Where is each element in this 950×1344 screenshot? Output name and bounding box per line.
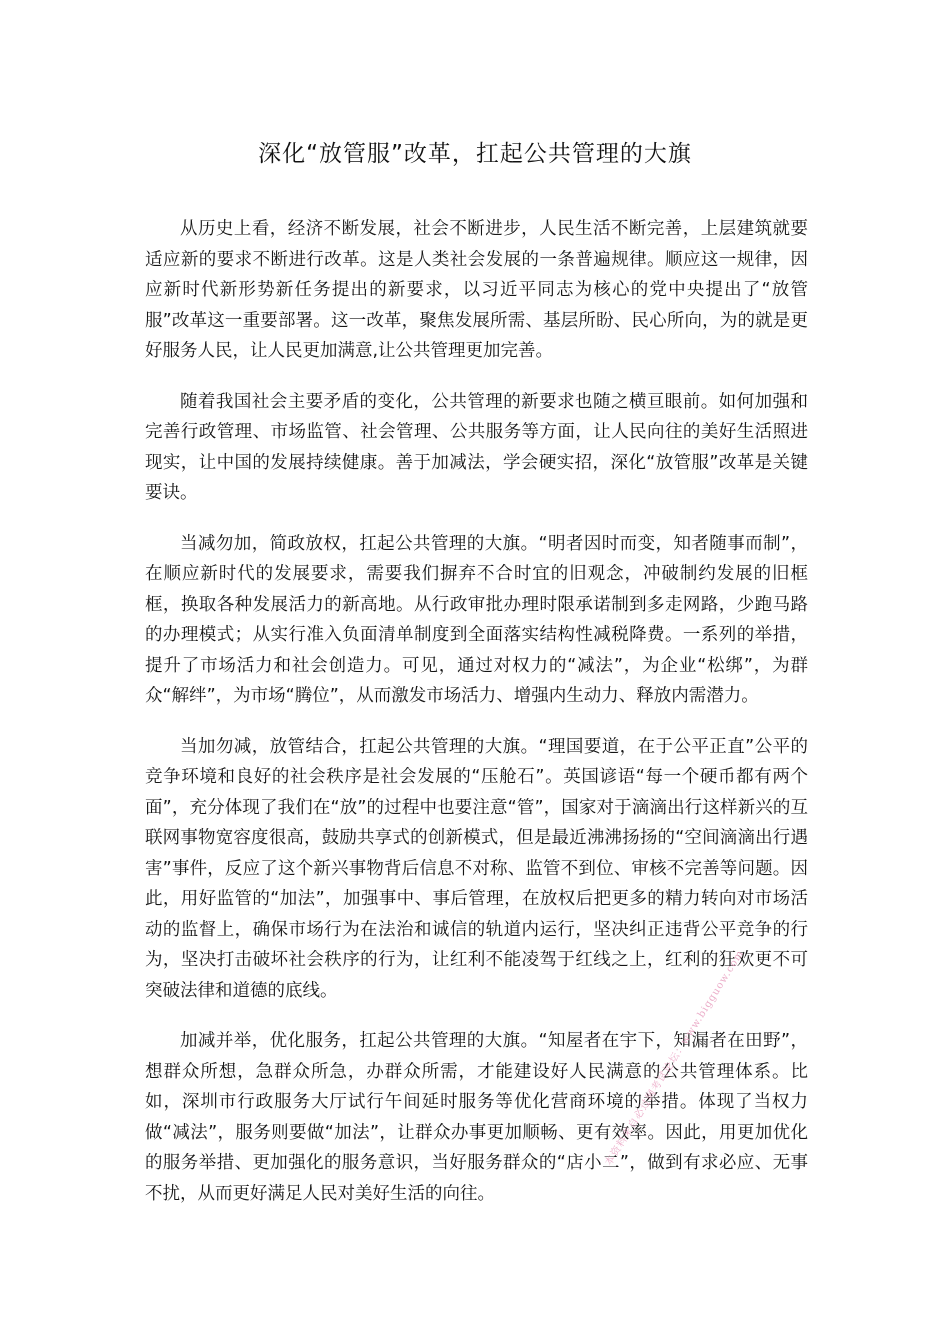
document-body	[145, 214, 808, 1229]
paragraph-1: 从历史上看，经济不断发展，社会不断进步，人民生活不断完善，上层建筑就要适应新的要求不断进行改革。这是人类社会发展的一条普遍规律。顺应这一规律，因应新时代新形势新任务提出的新要求，以习近平同志为核心的党中央提出了“放管服”改革这一重要部署。这一改革，聚焦发展所需、基层所盼、民心所向，为的就是更好服务人民，让人民更加满意,让公共管理更加完善。	[145, 219, 808, 361]
document-title: 深化“放管服”改革，扛起公共管理的大旗	[258, 141, 692, 167]
watermark-text: 本资料来自必过网考试论坛：www.bigguow.com	[603, 948, 747, 1168]
paragraph-4: 当加勿减，放管结合，扛起公共管理的大旗。“理国要道，在于公平正直”公平的竞争环境和良好的社会秩序是社会发展的“压舱石”。英国谚语“每一个硬币都有两个面”，充分体现了我们在“放”的过程中也要注意“管”，国家对于滴滴出行这样新兴的互联网事物宽容度很高，鼓励共享式的创新模式，但是最近沸沸扬扬的“空间滴滴出行遇害”事件，反应了这个新兴事物背后信息不对称、监管不到位、审核不完善等问题。因此，用好监管的“加法”，加强事中、事后管理，在放权后把更多的精力转向对市场活动的监督上，确保市场行为在法治和诚信的轨道内运行，坚决纠正违背公平竞争的行为，坚决打击破坏社会秩序的行为，让红利不能凌驾于红线之上，红利的狂欢更不可突破法律和道德的底线。	[145, 736, 808, 1001]
paragraph-3: 当减勿加，简政放权，扛起公共管理的大旗。“明者因时而变，知者随事而制”，在顺应新时代的发展要求，需要我们摒弃不合时宜的旧观念，冲破制约发展的旧框框，换取各种发展活力的新高地。从行政审批办理时限承诺制到多走网路，少跑马路的办理模式；从实行准入负面清单制度到全面落实结构性减税降费。一系列的举措，提升了市场活力和社会创造力。可见，通过对权力的“减法”，为企业“松绑”，为群众“解绊”，为市场“腾位”，从而激发市场活力、增强内生动力、释放内需潜力。	[145, 533, 808, 706]
paragraph-2: 随着我国社会主要矛盾的变化，公共管理的新要求也随之横亘眼前。如何加强和完善行政管理、市场监管、社会管理、公共服务等方面，让人民向往的美好生活照进现实，让中国的发展持续健康。善于加减法，学会硬实招，深化“放管服”改革是关键要诀。	[145, 391, 808, 503]
paragraph-5: 加减并举，优化服务，扛起公共管理的大旗。“知屋者在宇下，知漏者在田野”，想群众所想，急群众所急，办群众所需，才能建设好人民满意的公共管理体系。比如，深圳市行政服务大厅试行午间延时服务等优化营商环境的举措。体现了当权力做“减法”，服务则要做“加法”，让群众办事更加顺畅、更有效率。因此，用更加优化的服务举措、更加强化的服务意识，当好服务群众的“店小二”，做到有求必应、无事不扰，从而更好满足人民对美好生活的向往。	[145, 1031, 808, 1204]
